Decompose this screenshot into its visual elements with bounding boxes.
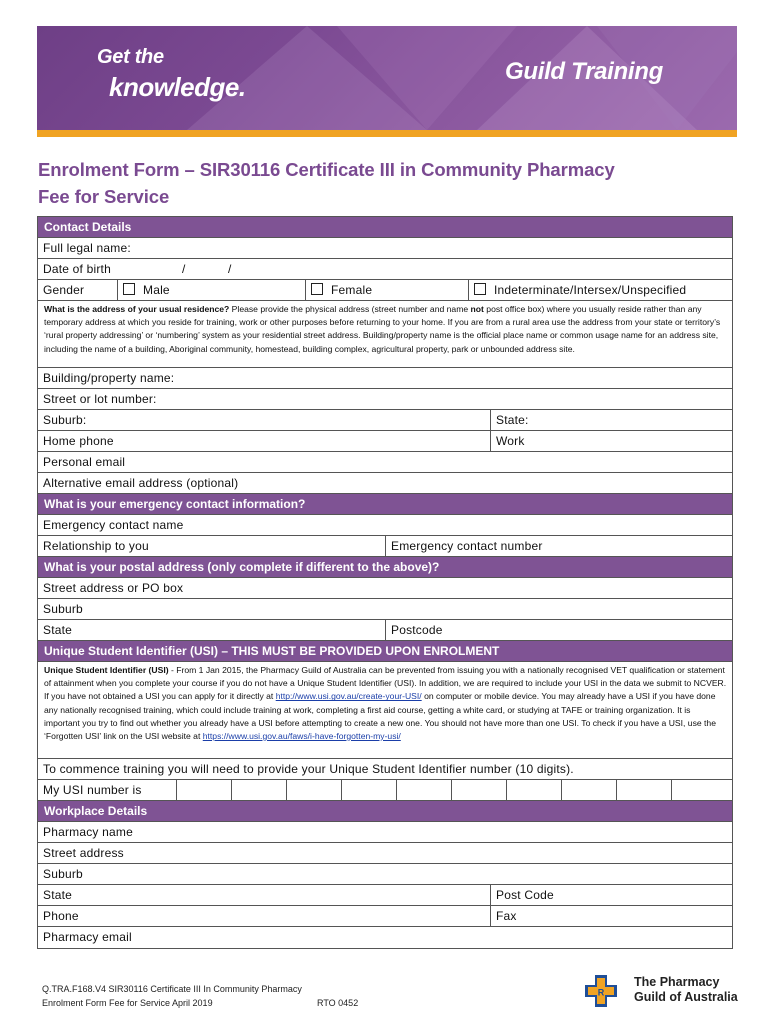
usi-number-row (38, 780, 732, 801)
banner-slogan-line1: Get the (97, 46, 164, 68)
dob-separator: / (182, 262, 186, 276)
pharmacy-email-row[interactable] (38, 927, 732, 948)
usi-digit-box[interactable] (561, 780, 616, 800)
workplace-fax-label: Fax (496, 909, 517, 923)
pharmacy-name-label: Pharmacy name (43, 825, 133, 839)
create-usi-link[interactable]: http://www.usi.gov.au/create-your-USI/ (275, 691, 422, 702)
workplace-suburb-label: Suburb (43, 867, 83, 881)
footer (42, 982, 359, 1010)
logo-text (634, 975, 738, 1005)
date-of-birth-row[interactable] (38, 259, 732, 280)
alt-email-label: Alternative email address (optional) (43, 476, 239, 490)
gender-female-label: Female (331, 283, 373, 297)
postal-state-label: State (43, 623, 73, 637)
checkbox-unspecified[interactable] (474, 283, 486, 295)
residence-question: What is the address of your usual residence? (44, 304, 230, 314)
usi-digit-box[interactable] (506, 780, 561, 800)
title-line1: Enrolment Form – SIR30116 Certificate III in Community Pharmacy (38, 159, 615, 180)
emergency-number-field[interactable] (385, 536, 732, 556)
usi-text: - From 1 Jan 2015, the Pharmacy Guild of Australia can be prevented from issuing you with a nationally recognised VET qualification or statement of attainment when you complete your course if you do not have a Unique Student Identifier (USI). In addition, we are required to include your USI in the data we submit to NCVER. If you have not obtained a USI you can apply for it directly at (44, 665, 727, 702)
full-legal-name-row[interactable] (38, 238, 732, 259)
section-usi: Unique Student Identifier (USI) – THIS MUST BE PROVIDED UPON ENROLMENT (38, 641, 732, 662)
postal-suburb-row[interactable] (38, 599, 732, 620)
usi-text: on computer or mobile device. You may already have a USI if you have done any nationally recognised training, which could include training at work, completing a first aid course, getting a white card, or studying at TAFE or training organization. It is important you try to find out whether you already have a USI before attempting to create a new one. You should not have more than one USI. To check if you have a USI, use the ‘Forgotten USI’ link on the USI website at (44, 691, 716, 742)
header-banner (37, 26, 737, 130)
postal-postcode-field[interactable] (385, 620, 732, 640)
gender-row (38, 280, 732, 301)
alt-email-row[interactable] (38, 473, 732, 494)
personal-email-label: Personal email (43, 455, 126, 469)
usi-digit-box[interactable] (616, 780, 671, 800)
workplace-postcode-field[interactable] (490, 885, 732, 905)
footer-doc-code: Q.TRA.F168.V4 SIR30116 Certificate III In Community Pharmacy (42, 984, 302, 994)
section-workplace-details: Workplace Details (38, 801, 732, 822)
logo-text-line2: Guild of Australia (634, 990, 738, 1004)
street-label: Street or lot number: (43, 392, 157, 406)
emergency-relationship-row (38, 536, 732, 557)
suburb-state-row (38, 410, 732, 431)
residence-instructions (38, 301, 732, 368)
usi-commence-row (38, 759, 732, 780)
workplace-fax-field[interactable] (490, 906, 732, 926)
workplace-suburb-row[interactable] (38, 864, 732, 885)
usi-commence-text: To commence training you will need to provide your Unique Student Identifier number (10 digits). (43, 762, 574, 776)
workplace-state-label: State (43, 888, 73, 902)
work-phone-label: Work (496, 434, 525, 448)
gender-option-unspecified[interactable] (468, 280, 732, 300)
my-usi-label: My USI number is (43, 783, 142, 797)
usi-digit-box[interactable] (286, 780, 341, 800)
workplace-street-row[interactable] (38, 843, 732, 864)
usi-digit-box[interactable] (341, 780, 396, 800)
workplace-phone-row (38, 906, 732, 927)
phone-row (38, 431, 732, 452)
workplace-state-row (38, 885, 732, 906)
footer-doc-title: Enrolment Form Fee for Service April 2019 (42, 998, 213, 1008)
emergency-name-label: Emergency contact name (43, 518, 184, 532)
gender-label: Gender (43, 283, 85, 297)
workplace-state-field[interactable] (38, 885, 490, 905)
date-of-birth-label: Date of birth (43, 262, 111, 276)
banner-slogan-line2: knowledge. (109, 72, 246, 102)
residence-text: Please provide the physical address (street number and name (229, 304, 471, 314)
usi-digit-box[interactable] (451, 780, 506, 800)
usi-digit-box[interactable] (176, 780, 231, 800)
page-title (38, 156, 615, 210)
gender-unspecified-label: Indeterminate/Intersex/Unspecified (494, 283, 687, 297)
pharmacy-cross-icon (584, 974, 618, 1008)
state-label: State: (496, 413, 529, 427)
workplace-postcode-label: Post Code (496, 888, 554, 902)
workplace-phone-label: Phone (43, 909, 79, 923)
residence-emphasis: not (470, 304, 484, 314)
gender-option-female[interactable] (305, 280, 468, 300)
emergency-name-row[interactable] (38, 515, 732, 536)
section-emergency-contact: What is your emergency contact information? (38, 494, 732, 515)
personal-email-row[interactable] (38, 452, 732, 473)
work-phone-field[interactable] (490, 431, 732, 451)
usi-instructions (38, 662, 732, 759)
dob-separator: / (228, 262, 232, 276)
workplace-street-label: Street address (43, 846, 124, 860)
gender-option-male[interactable] (117, 280, 305, 300)
usi-para-title: Unique Student Identifier (USI) (44, 665, 169, 675)
workplace-phone-field[interactable] (38, 906, 490, 926)
pharmacy-guild-logo (584, 973, 738, 1009)
postal-street-label: Street address or PO box (43, 581, 184, 595)
guild-training-logo: Guild Training (504, 58, 663, 85)
logo-mark-letter: R (597, 987, 605, 998)
postal-street-row[interactable] (38, 578, 732, 599)
section-contact-details: Contact Details (38, 217, 732, 238)
postal-suburb-label: Suburb (43, 602, 83, 616)
state-field[interactable] (490, 410, 732, 430)
full-legal-name-label: Full legal name: (43, 241, 131, 255)
checkbox-female[interactable] (311, 283, 323, 295)
building-row[interactable] (38, 368, 732, 389)
relationship-field[interactable] (38, 536, 385, 556)
enrolment-form (37, 216, 733, 949)
postal-postcode-label: Postcode (391, 623, 443, 637)
usi-digit-box[interactable] (671, 780, 732, 800)
home-phone-label: Home phone (43, 434, 114, 448)
logo-text-line1: The Pharmacy (634, 975, 720, 989)
suburb-field[interactable] (38, 410, 490, 430)
footer-rto: RTO 0452 (317, 998, 359, 1008)
relationship-label: Relationship to you (43, 539, 149, 553)
checkbox-male[interactable] (123, 283, 135, 295)
banner-accent-bar (37, 130, 737, 137)
forgotten-usi-link[interactable]: https://www.usi.gov.au/faws/i-have-forgotten-my-usi/ (202, 731, 401, 742)
emergency-number-label: Emergency contact number (391, 539, 543, 553)
pharmacy-email-label: Pharmacy email (43, 930, 132, 944)
usi-digit-box[interactable] (231, 780, 286, 800)
residence-text: post office box) where you usually reside rather than any temporary address at which you reside for training, work or other purposes before returning to your home. If you are from a rural area use the address from your state or territory’s ‘rural property addressing’ or ‘numbering’ system as your residential street address. Building/property name is the official place name or common usage name for an address site, including the name of a building, Aboriginal community, homestead, building complex, agricultural property, park or unbounded address site. (44, 304, 721, 354)
postal-state-field[interactable] (38, 620, 385, 640)
title-line2: Fee for Service (38, 186, 170, 207)
building-label: Building/property name: (43, 371, 175, 385)
street-row[interactable] (38, 389, 732, 410)
usi-digit-box[interactable] (396, 780, 451, 800)
postal-state-row (38, 620, 732, 641)
suburb-label: Suburb: (43, 413, 87, 427)
gender-male-label: Male (143, 283, 170, 297)
section-postal-address: What is your postal address (only complete if different to the above)? (38, 557, 732, 578)
home-phone-field[interactable] (38, 431, 490, 451)
pharmacy-name-row[interactable] (38, 822, 732, 843)
